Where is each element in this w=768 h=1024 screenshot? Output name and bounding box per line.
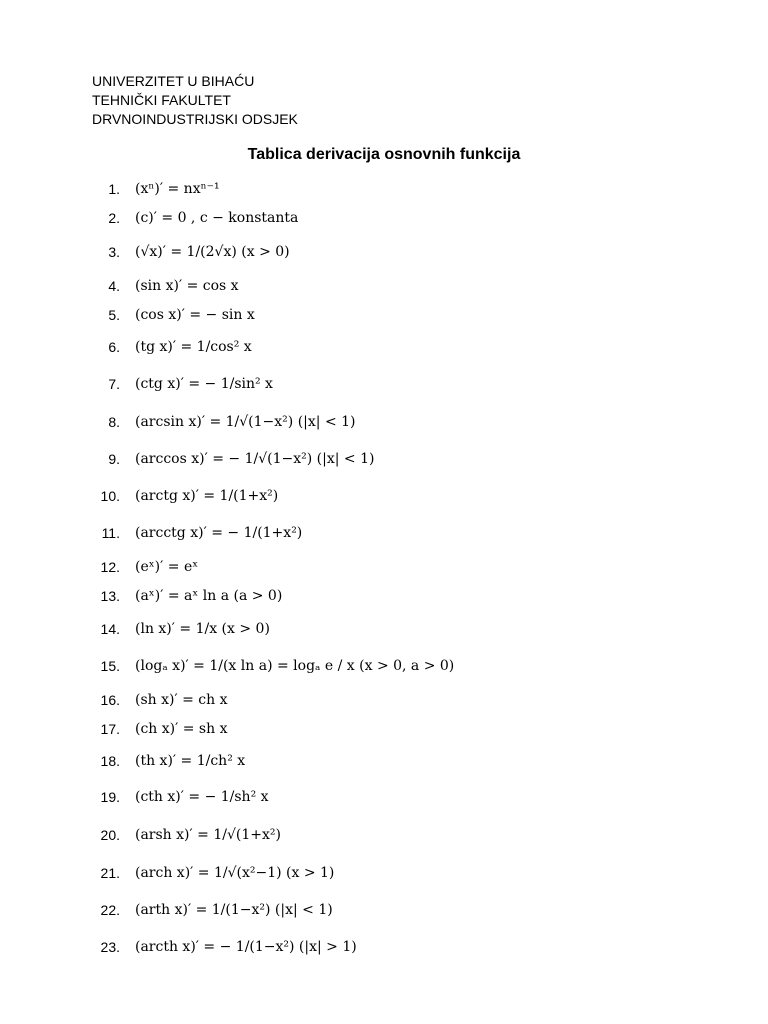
item-number: 22. (100, 902, 120, 918)
formula: (sin x)′ = cos x (135, 278, 239, 294)
item-number: 4. (108, 278, 120, 294)
institution-header (92, 72, 298, 129)
item-number: 3. (108, 244, 120, 260)
formula: (arch x)′ = 1/√(x²−1) (x > 1) (135, 865, 335, 881)
item-number: 19. (100, 789, 120, 805)
item-number: 2. (108, 210, 120, 226)
formula: (arctg x)′ = 1/(1+x²) (135, 488, 279, 504)
faculty-name: TEHNIČKI FAKULTET (92, 92, 231, 108)
formula: (ctg x)′ = − 1/sin² x (135, 376, 273, 392)
item-number: 16. (100, 692, 120, 708)
item-number: 6. (108, 339, 120, 355)
formula: (arcsin x)′ = 1/√(1−x²) (|x| < 1) (135, 414, 356, 430)
formula: (xⁿ)′ = nxⁿ⁻¹ (135, 181, 220, 197)
item-number: 5. (108, 307, 120, 323)
formula: (ln x)′ = 1/x (x > 0) (135, 621, 270, 637)
formula: (sh x)′ = ch x (135, 692, 228, 708)
item-number: 11. (101, 525, 120, 541)
page-title: Tablica derivacija osnovnih funkcija (247, 146, 521, 163)
formula: (tg x)′ = 1/cos² x (135, 339, 252, 355)
university-name: UNIVERZITET U BIHAĆU (92, 73, 255, 89)
formula: (th x)′ = 1/ch² x (135, 753, 246, 769)
item-number: 21. (100, 865, 120, 881)
formula: (ch x)′ = sh x (135, 721, 228, 737)
formula: (arsh x)′ = 1/√(1+x²) (135, 827, 281, 843)
item-number: 13. (100, 588, 120, 604)
item-number: 23. (100, 939, 120, 955)
item-number: 20. (100, 827, 120, 843)
item-number: 14. (100, 621, 120, 637)
formula: (c)′ = 0 , c − konstanta (135, 210, 299, 226)
department-name: DRVNOINDUSTRIJSKI ODSJEK (92, 111, 298, 127)
item-number: 18. (100, 753, 120, 769)
formula: (√x)′ = 1/(2√x) (x > 0) (135, 244, 290, 260)
formula: (arcctg x)′ = − 1/(1+x²) (135, 525, 303, 541)
item-number: 17. (100, 721, 120, 737)
formula: (cos x)′ = − sin x (135, 307, 255, 323)
formula: (eˣ)′ = eˣ (135, 559, 199, 575)
item-number: 1. (108, 181, 120, 197)
formula: (aˣ)′ = aˣ ln a (a > 0) (135, 588, 283, 604)
formula: (arccos x)′ = − 1/√(1−x²) (|x| < 1) (135, 451, 375, 467)
formula: (cth x)′ = − 1/sh² x (135, 789, 269, 805)
item-number: 12. (100, 559, 120, 575)
item-number: 15. (100, 658, 120, 674)
formula: (arcth x)′ = − 1/(1−x²) (|x| > 1) (135, 939, 357, 955)
item-number: 8. (108, 414, 120, 430)
formula: (logₐ x)′ = 1/(x ln a) = logₐ e / x (x > 0, a > 0) (135, 658, 455, 674)
item-number: 9. (108, 451, 120, 467)
item-number: 7. (108, 376, 120, 392)
item-number: 10. (100, 488, 120, 504)
formula: (arth x)′ = 1/(1−x²) (|x| < 1) (135, 902, 333, 918)
